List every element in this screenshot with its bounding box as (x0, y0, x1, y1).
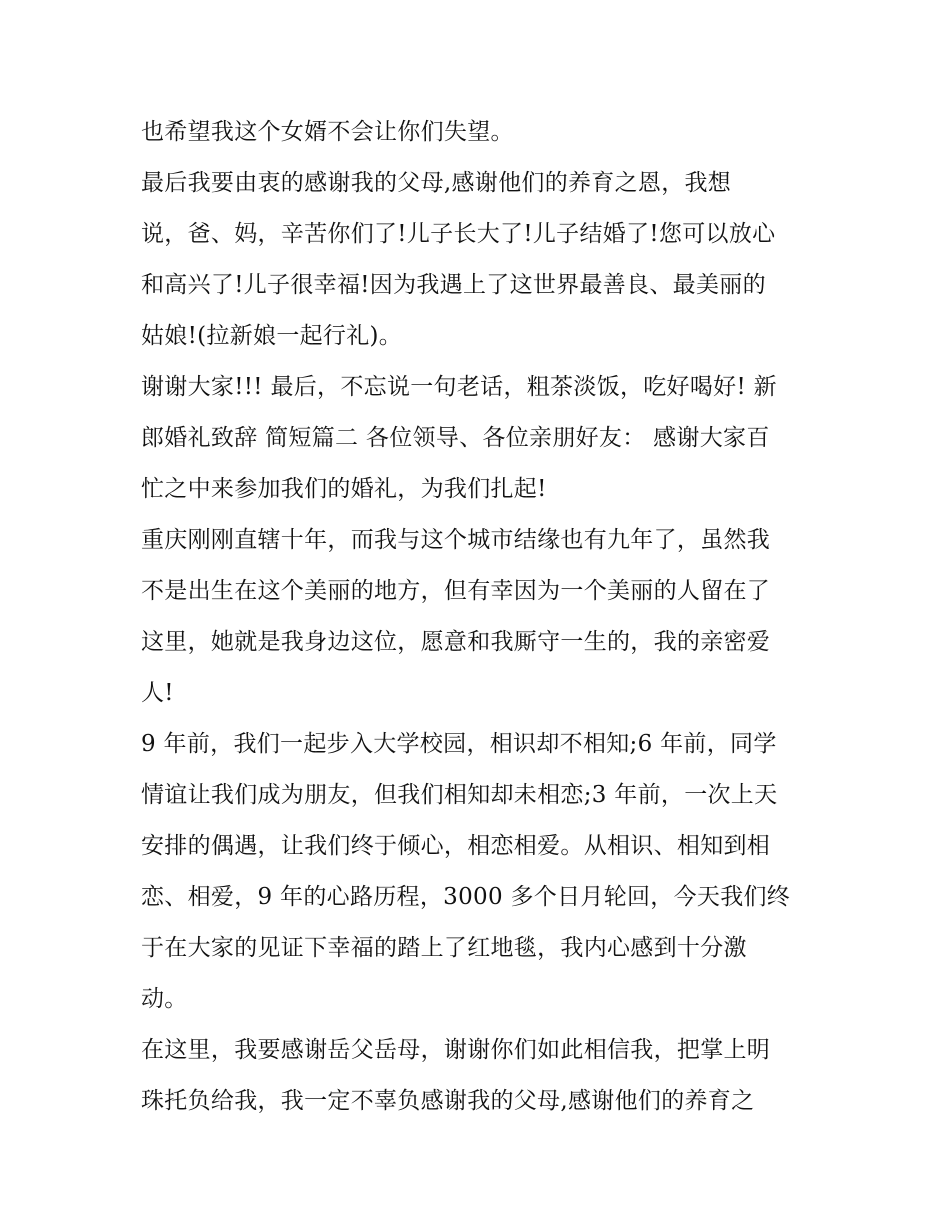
text-line: 忙之中来参加我们的婚礼，为我们扎起! (141, 476, 547, 502)
document-body (141, 107, 821, 1127)
text-line: 最后我要由衷的感谢我的父母,感谢他们的养育之恩，我想 (141, 170, 732, 196)
text-line: 于在大家的见证下幸福的踏上了红地毯，我内心感到十分激 (141, 935, 747, 961)
text-line: 这里，她就是我身边这位，愿意和我厮守一生的，我的亲密爱 (141, 629, 771, 655)
text-line: 重庆刚刚直辖十年，而我与这个城市结缘也有九年了，虽然我 (141, 527, 771, 553)
text-line: 谢谢大家!!! 最后，不忘说一句老话，粗茶淡饭，吃好喝好! 新 (141, 374, 777, 400)
text-line: 姑娘!(拉新娘一起行礼)。 (141, 323, 403, 349)
text-line: 也希望我这个女婿不会让你们失望。 (141, 119, 514, 145)
text-line: 在这里，我要感谢岳父岳母，谢谢你们如此相信我，把掌上明 (141, 1037, 771, 1063)
text-line: 珠托负给我，我一定不辜负感谢我的父母,感谢他们的养育之 (141, 1088, 755, 1114)
text-line: 郎婚礼致辞 简短篇二 各位领导、各位亲朋好友： 感谢大家百 (141, 425, 770, 451)
text-line: 9 年前，我们一起步入大学校园，相识却不相知;6 年前，同学 (141, 731, 777, 757)
text-line: 和高兴了!儿子很幸福!因为我遇上了这世界最善良、最美丽的 (141, 272, 766, 298)
text-line: 人! (141, 680, 174, 706)
text-line: 情谊让我们成为朋友，但我们相知却未相恋;3 年前，一次上天 (141, 782, 778, 808)
text-line: 不是出生在这个美丽的地方，但有幸因为一个美丽的人留在了 (141, 578, 771, 604)
text-line: 安排的偶遇，让我们终于倾心，相恋相爱。从相识、相知到相 (141, 833, 771, 859)
text-line: 动。 (141, 986, 188, 1012)
text-line: 恋、相爱，9 年的心路历程，3000 多个日月轮回，今天我们终 (141, 884, 791, 910)
text-line: 说，爸、妈，辛苦你们了!儿子长大了!儿子结婚了!您可以放心 (141, 221, 776, 247)
